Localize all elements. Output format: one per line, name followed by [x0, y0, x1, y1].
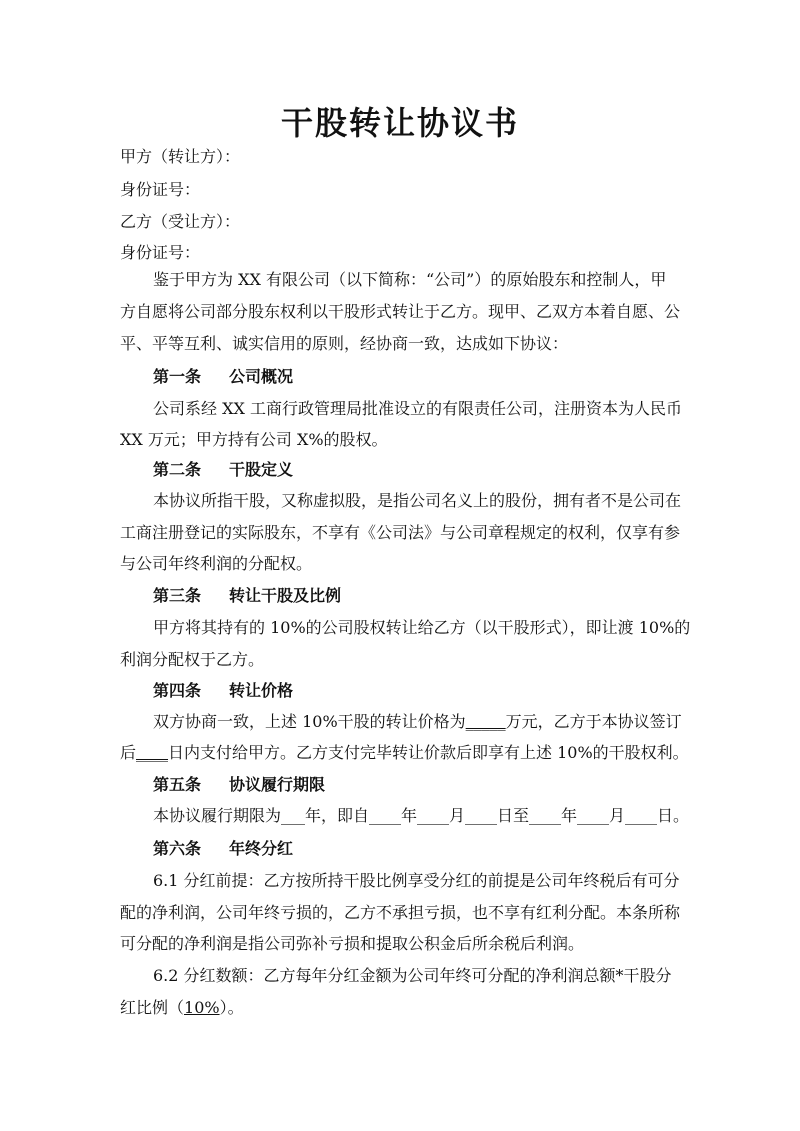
text: 万元，乙方于本协议签订	[505, 712, 682, 731]
party-a-label: 甲方（转让方）：	[120, 147, 241, 166]
article-1-heading	[153, 366, 293, 388]
text: 双方协商一致，上述 10%干股的转让价格为	[153, 712, 466, 731]
article-1-line: XX 万元；甲方持有公司 X%的股权。	[120, 430, 388, 449]
article-4-line	[153, 711, 682, 733]
article-2-line: 工商注册登记的实际股东，不享有《公司法》与公司章程规定的权利，仅享有参	[120, 523, 681, 542]
article-title: 转让价格	[229, 681, 294, 700]
article-number: 第六条	[153, 839, 202, 858]
article-5-heading	[153, 774, 325, 796]
party-a-id-label: 身份证号：	[120, 180, 201, 199]
ratio-value: 10%	[184, 998, 220, 1017]
article-3-line: 利润分配权于乙方。	[120, 650, 265, 669]
price-blank: _____	[465, 712, 506, 731]
article-3-line: 甲方将其持有的 10%的公司股权转让给乙方（以干股形式），即让渡 10%的	[153, 618, 691, 637]
text: 红比例（	[120, 998, 185, 1017]
intro-line: 方自愿将公司部分股东权利以干股形式转让于乙方。现甲、乙双方本着自愿、公	[120, 302, 681, 321]
text: ）。	[219, 998, 244, 1017]
article-2-line: 与公司年终利润的分配权。	[120, 554, 313, 573]
article-6-line: 6.1 分红前提：乙方按所持干股比例享受分红的前提是公司年终税后有可分	[153, 871, 680, 890]
text: 后	[120, 743, 137, 762]
document-title: 干股转让协议书	[280, 104, 519, 142]
article-title: 协议履行期限	[229, 775, 326, 794]
article-2-line: 本协议所指干股，又称虚拟股，是指公司名义上的股份，拥有者不是公司在	[153, 491, 682, 510]
text: 日内支付给甲方。乙方支付完毕转让价款后即享有上述 10%的干股权利。	[168, 743, 689, 762]
article-title: 年终分红	[229, 839, 294, 858]
article-title: 干股定义	[229, 460, 294, 479]
article-number: 第三条	[153, 586, 202, 605]
article-number: 第四条	[153, 681, 202, 700]
article-6-heading	[153, 838, 293, 860]
article-title: 公司概况	[229, 367, 294, 386]
article-1-line: 公司系经 XX 工商行政管理局批准设立的有限责任公司，注册资本为人民币	[153, 399, 682, 418]
article-number: 第二条	[153, 460, 202, 479]
article-6-line	[120, 997, 244, 1019]
article-6-line: 可分配的净利润是指公司弥补亏损和提取公积金后所余税后利润。	[120, 934, 585, 953]
article-number: 第一条	[153, 367, 202, 386]
article-4-line	[120, 742, 689, 764]
party-b-id-label: 身份证号：	[120, 243, 201, 262]
intro-line: 鉴于甲方为 XX 有限公司（以下简称：“公司”）的原始股东和控制人，甲	[153, 270, 667, 289]
intro-line: 平、平等互利、诚实信用的原则，经协商一致，达成如下协议：	[120, 334, 569, 353]
article-2-heading	[153, 459, 293, 481]
article-4-heading	[153, 680, 293, 702]
article-number: 第五条	[153, 775, 202, 794]
article-6-line: 6.2 分红数额：乙方每年分红金额为公司年终可分配的净利润总额*干股分	[153, 966, 672, 985]
article-3-heading	[153, 585, 341, 607]
article-6-line: 配的净利润，公司年终亏损的，乙方不承担亏损，也不享有红利分配。本条所称	[120, 903, 681, 922]
days-blank: ____	[136, 743, 169, 762]
article-5-line: 本协议履行期限为___年，即自____年____月____日至____年____月____日。	[153, 806, 690, 825]
party-b-label: 乙方（受让方）：	[120, 212, 241, 231]
article-title: 转让干股及比例	[229, 586, 342, 605]
